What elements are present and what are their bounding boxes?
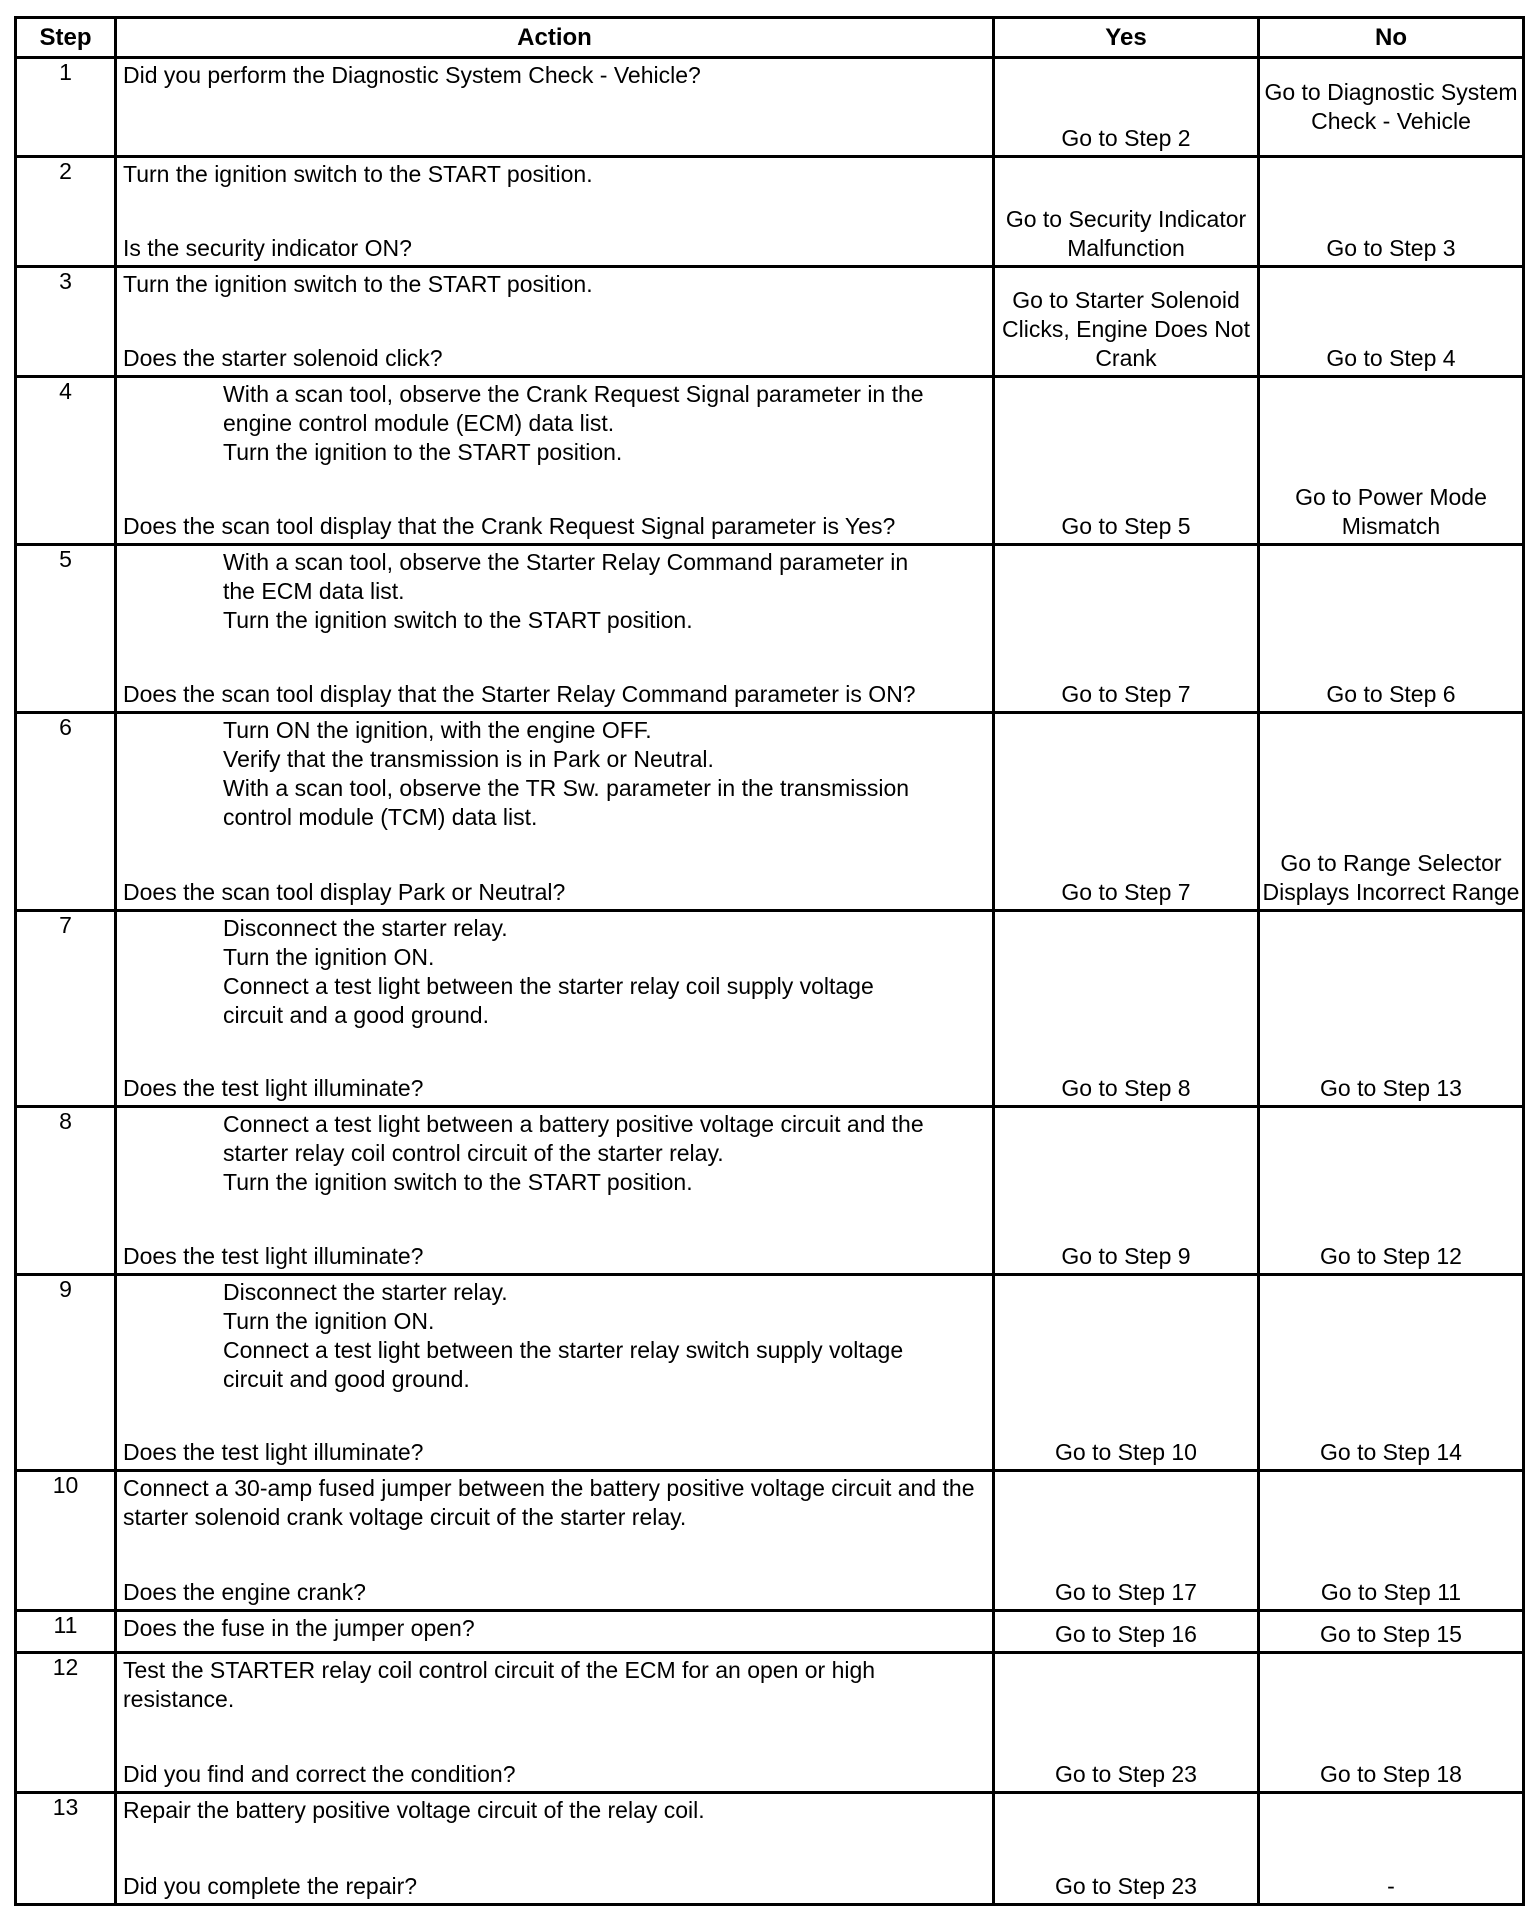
action-step-line: With a scan tool, observe the TR Sw. parameter in the transmission (223, 775, 910, 801)
yes-result[interactable]: Go to Step 23 (1055, 1761, 1197, 1787)
header-action: Action (116, 18, 994, 58)
action-cell (116, 911, 994, 1107)
action-cell (116, 713, 994, 911)
table-row (16, 1653, 1524, 1793)
action-step-line: Connect a test light between the starter relay coil supply voltage (223, 973, 874, 999)
step-number: 13 (16, 1793, 116, 1905)
action-question: Did you find and correct the condition? (123, 1761, 516, 1787)
yes-cell (994, 1471, 1259, 1611)
yes-cell (994, 157, 1259, 267)
action-question: Is the security indicator ON? (123, 235, 412, 261)
action-text: Repair the battery positive voltage circuit of the relay coil. (123, 1797, 705, 1823)
yes-cell (994, 1793, 1259, 1905)
action-cell (116, 1611, 994, 1653)
step-number: 6 (16, 713, 116, 911)
yes-cell (994, 713, 1259, 911)
action-cell (116, 1653, 994, 1793)
action-cell (116, 1275, 994, 1471)
yes-result[interactable]: Go to Step 10 (1055, 1439, 1197, 1465)
header-no: No (1259, 18, 1524, 58)
action-step-line: circuit and good ground. (223, 1366, 470, 1392)
step-number: 3 (16, 267, 116, 377)
action-question: Does the test light illuminate? (123, 1439, 424, 1465)
no-cell (1259, 1653, 1524, 1793)
no-result[interactable]: Go to Step 4 (1326, 345, 1456, 371)
no-result[interactable]: Go to Diagnostic System Check - Vehicle (1264, 79, 1518, 134)
action-question: Does the test light illuminate? (123, 1243, 424, 1269)
table-row (16, 1793, 1524, 1905)
yes-cell (994, 377, 1259, 545)
action-question: Does the scan tool display that the Crank Request Signal parameter is Yes? (123, 513, 896, 539)
action-question: Does the starter solenoid click? (123, 345, 443, 371)
action-text: Turn the ignition switch to the START position. (123, 161, 593, 187)
action-question: Does the test light illuminate? (123, 1075, 424, 1101)
yes-result[interactable]: Go to Security Indicator Malfunction (1005, 206, 1247, 261)
step-number: 2 (16, 157, 116, 267)
step-number: 5 (16, 545, 116, 713)
action-text: Did you perform the Diagnostic System Check - Vehicle? (123, 62, 701, 88)
action-step-line: Turn the ignition ON. (223, 1308, 435, 1334)
header-yes: Yes (994, 18, 1259, 58)
no-cell (1259, 1275, 1524, 1471)
action-text: Test the STARTER relay coil control circuit of the ECM for an open or high resistance. (123, 1657, 876, 1712)
yes-result[interactable]: Go to Step 16 (1055, 1621, 1197, 1647)
action-question: Did you complete the repair? (123, 1873, 418, 1899)
yes-cell (994, 58, 1259, 157)
table-row (16, 1107, 1524, 1275)
no-result[interactable]: - (1387, 1873, 1395, 1899)
yes-cell (994, 1275, 1259, 1471)
action-cell (116, 377, 994, 545)
no-result[interactable]: Go to Power Mode Mismatch (1295, 484, 1487, 539)
yes-cell (994, 545, 1259, 713)
yes-result[interactable]: Go to Step 17 (1055, 1579, 1197, 1605)
yes-cell (994, 911, 1259, 1107)
table-row (16, 545, 1524, 713)
no-result[interactable]: Go to Step 14 (1320, 1439, 1462, 1465)
action-step-line: engine control module (ECM) data list. (223, 410, 615, 436)
step-number: 9 (16, 1275, 116, 1471)
action-text: Turn the ignition switch to the START position. (123, 271, 593, 297)
no-cell (1259, 713, 1524, 911)
no-result[interactable]: Go to Step 6 (1326, 681, 1456, 707)
table-row (16, 58, 1524, 157)
yes-result[interactable]: Go to Step 2 (1061, 125, 1191, 151)
action-steps (117, 378, 992, 467)
yes-result[interactable]: Go to Step 23 (1055, 1873, 1197, 1899)
yes-result[interactable]: Go to Starter Solenoid Clicks, Engine Does Not Crank (1002, 287, 1250, 371)
yes-result[interactable]: Go to Step 7 (1061, 681, 1191, 707)
action-step-line: With a scan tool, observe the Starter Relay Command parameter in (223, 549, 909, 575)
table-row (16, 1611, 1524, 1653)
step-number: 10 (16, 1471, 116, 1611)
action-step-line: Turn the ignition switch to the START position. (223, 607, 693, 633)
action-question: Does the scan tool display Park or Neutral? (123, 879, 566, 905)
table-row (16, 267, 1524, 377)
action-step-line: Turn the ignition ON. (223, 944, 435, 970)
action-steps (117, 714, 992, 832)
action-step-line: Verify that the transmission is in Park or Neutral. (223, 746, 714, 772)
action-question: Does the scan tool display that the Starter Relay Command parameter is ON? (123, 681, 916, 707)
yes-cell (994, 1107, 1259, 1275)
yes-result[interactable]: Go to Step 9 (1061, 1243, 1191, 1269)
no-cell (1259, 1471, 1524, 1611)
no-cell (1259, 1107, 1524, 1275)
no-cell (1259, 911, 1524, 1107)
yes-cell (994, 1611, 1259, 1653)
action-step-line: Disconnect the starter relay. (223, 915, 508, 941)
action-step-line: Turn ON the ignition, with the engine OFF. (223, 717, 652, 743)
no-cell (1259, 545, 1524, 713)
action-step-line: Connect a test light between the starter relay switch supply voltage (223, 1337, 904, 1363)
action-step-line: With a scan tool, observe the Crank Request Signal parameter in the (223, 381, 924, 407)
no-cell (1259, 377, 1524, 545)
no-result[interactable]: Go to Range Selector Displays Incorrect Range (1262, 850, 1520, 905)
action-cell (116, 267, 994, 377)
no-result[interactable]: Go to Step 11 (1320, 1579, 1462, 1605)
no-result[interactable]: Go to Step 3 (1326, 235, 1456, 261)
action-step-line: control module (TCM) data list. (223, 804, 538, 830)
step-number: 4 (16, 377, 116, 545)
step-number: 11 (16, 1611, 116, 1653)
action-cell (116, 1471, 994, 1611)
no-cell (1259, 1793, 1524, 1905)
table-row (16, 713, 1524, 911)
no-result[interactable]: Go to Step 12 (1320, 1243, 1462, 1269)
yes-cell (994, 1653, 1259, 1793)
action-step-line: circuit and a good ground. (223, 1002, 489, 1028)
action-step-line: Disconnect the starter relay. (223, 1279, 508, 1305)
action-steps (117, 912, 992, 1030)
no-cell (1259, 157, 1524, 267)
no-result[interactable]: Go to Step 15 (1320, 1621, 1462, 1647)
action-cell (116, 1107, 994, 1275)
yes-result[interactable]: Go to Step 7 (1061, 879, 1191, 905)
action-cell (116, 545, 994, 713)
table-row (16, 1471, 1524, 1611)
action-cell (116, 157, 994, 267)
action-step-line: starter relay coil control circuit of the starter relay. (223, 1140, 724, 1166)
no-result[interactable]: Go to Step 18 (1320, 1761, 1462, 1787)
yes-result[interactable]: Go to Step 5 (1061, 513, 1191, 539)
action-text: Does the fuse in the jumper open? (123, 1615, 475, 1641)
action-steps (117, 1108, 992, 1197)
action-question: Does the engine crank? (123, 1579, 366, 1605)
step-number: 1 (16, 58, 116, 157)
action-text: Connect a 30-amp fused jumper between the battery positive voltage circuit and the starter solenoid crank voltage circuit of the starter relay. (123, 1475, 975, 1530)
step-number: 8 (16, 1107, 116, 1275)
header-row (16, 18, 1524, 58)
action-steps (117, 1276, 992, 1394)
action-steps (117, 546, 992, 635)
action-cell (116, 58, 994, 157)
table-row (16, 157, 1524, 267)
table-row (16, 377, 1524, 545)
yes-cell (994, 267, 1259, 377)
step-number: 12 (16, 1653, 116, 1793)
no-cell (1259, 1611, 1524, 1653)
action-step-line: Connect a test light between a battery positive voltage circuit and the (223, 1111, 924, 1137)
action-cell (116, 1793, 994, 1905)
header-step: Step (16, 18, 116, 58)
no-cell (1259, 267, 1524, 377)
action-step-line: Turn the ignition switch to the START position. (223, 1169, 693, 1195)
action-step-line: Turn the ignition to the START position. (223, 439, 623, 465)
yes-result[interactable]: Go to Step 8 (1061, 1075, 1191, 1101)
no-cell (1259, 58, 1524, 157)
diagnostic-table (14, 16, 1525, 1906)
no-result[interactable]: Go to Step 13 (1320, 1075, 1462, 1101)
table-row (16, 1275, 1524, 1471)
action-step-line: the ECM data list. (223, 578, 405, 604)
step-number: 7 (16, 911, 116, 1107)
table-body (16, 58, 1524, 1905)
table-row (16, 911, 1524, 1107)
